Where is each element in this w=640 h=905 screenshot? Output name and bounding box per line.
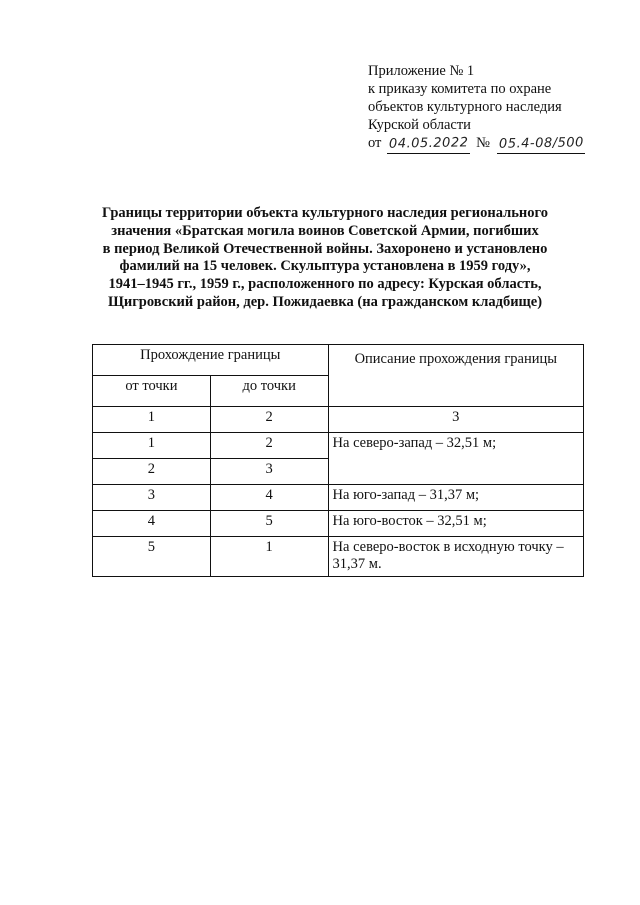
number-label: №	[476, 135, 490, 151]
to-cell: 3	[210, 459, 328, 485]
handwritten-date: 04.05.2022	[388, 135, 469, 152]
numbering-cell: 2	[210, 407, 328, 433]
to-cell: 1	[210, 537, 328, 577]
appendix-order-ref: к приказу комитета по охране	[368, 81, 552, 97]
order-date	[387, 134, 470, 154]
title-line: значения «Братская могила воинов Советской Армии, погибших	[111, 222, 539, 239]
numbering-cell: 1	[93, 407, 211, 433]
from-cell: 1	[93, 433, 211, 459]
description-cell: На северо-восток в исходную точку – 31,37 м.	[328, 537, 583, 577]
header-description: Описание прохождения границы	[328, 345, 583, 407]
from-cell: 4	[93, 511, 211, 537]
appendix-committee: объектов культурного наследия	[368, 99, 562, 115]
description-cell: На юго-запад – 31,37 м;	[328, 485, 583, 511]
table-numbering-row	[93, 407, 584, 433]
from-label: от	[368, 135, 382, 151]
header-to-point: до точки	[210, 376, 328, 407]
order-number	[497, 134, 586, 154]
title-line: 1941–1945 гг., 1959 г., расположенного по адресу: Курская область,	[108, 276, 542, 293]
header-from-point: от точки	[93, 376, 211, 407]
header-boundary-passage: Прохождение границы	[93, 345, 329, 376]
description-cell: На юго-восток – 32,51 м;	[328, 511, 583, 537]
handwritten-number: 05.4-08/500	[498, 135, 584, 152]
table-row	[93, 485, 584, 511]
title-line: фамилий на 15 человек. Скульптура установлена в 1959 году»,	[119, 258, 531, 275]
title-line: Щигровский район, дер. Пожидаевка (на гражданском кладбище)	[107, 293, 543, 310]
from-cell: 5	[93, 537, 211, 577]
document-title	[80, 205, 570, 312]
to-cell: 4	[210, 485, 328, 511]
description-cell: На северо-запад – 32,51 м;	[328, 433, 583, 485]
to-cell: 5	[210, 511, 328, 537]
appendix-region: Курской области	[368, 117, 471, 133]
title-line: в период Великой Отечественной войны. Захоронено и установлено	[102, 240, 548, 257]
table-row	[93, 511, 584, 537]
appendix-block	[368, 62, 608, 154]
from-cell: 2	[93, 459, 211, 485]
table-row	[93, 433, 584, 459]
appendix-date-number-line	[368, 134, 608, 154]
table-row	[93, 537, 584, 577]
title-line: Границы территории объекта культурного наследия регионального	[102, 205, 548, 221]
to-cell: 2	[210, 433, 328, 459]
numbering-cell: 3	[328, 407, 583, 433]
appendix-number: Приложение № 1	[368, 63, 475, 79]
from-cell: 3	[93, 485, 211, 511]
boundary-table	[92, 344, 584, 577]
